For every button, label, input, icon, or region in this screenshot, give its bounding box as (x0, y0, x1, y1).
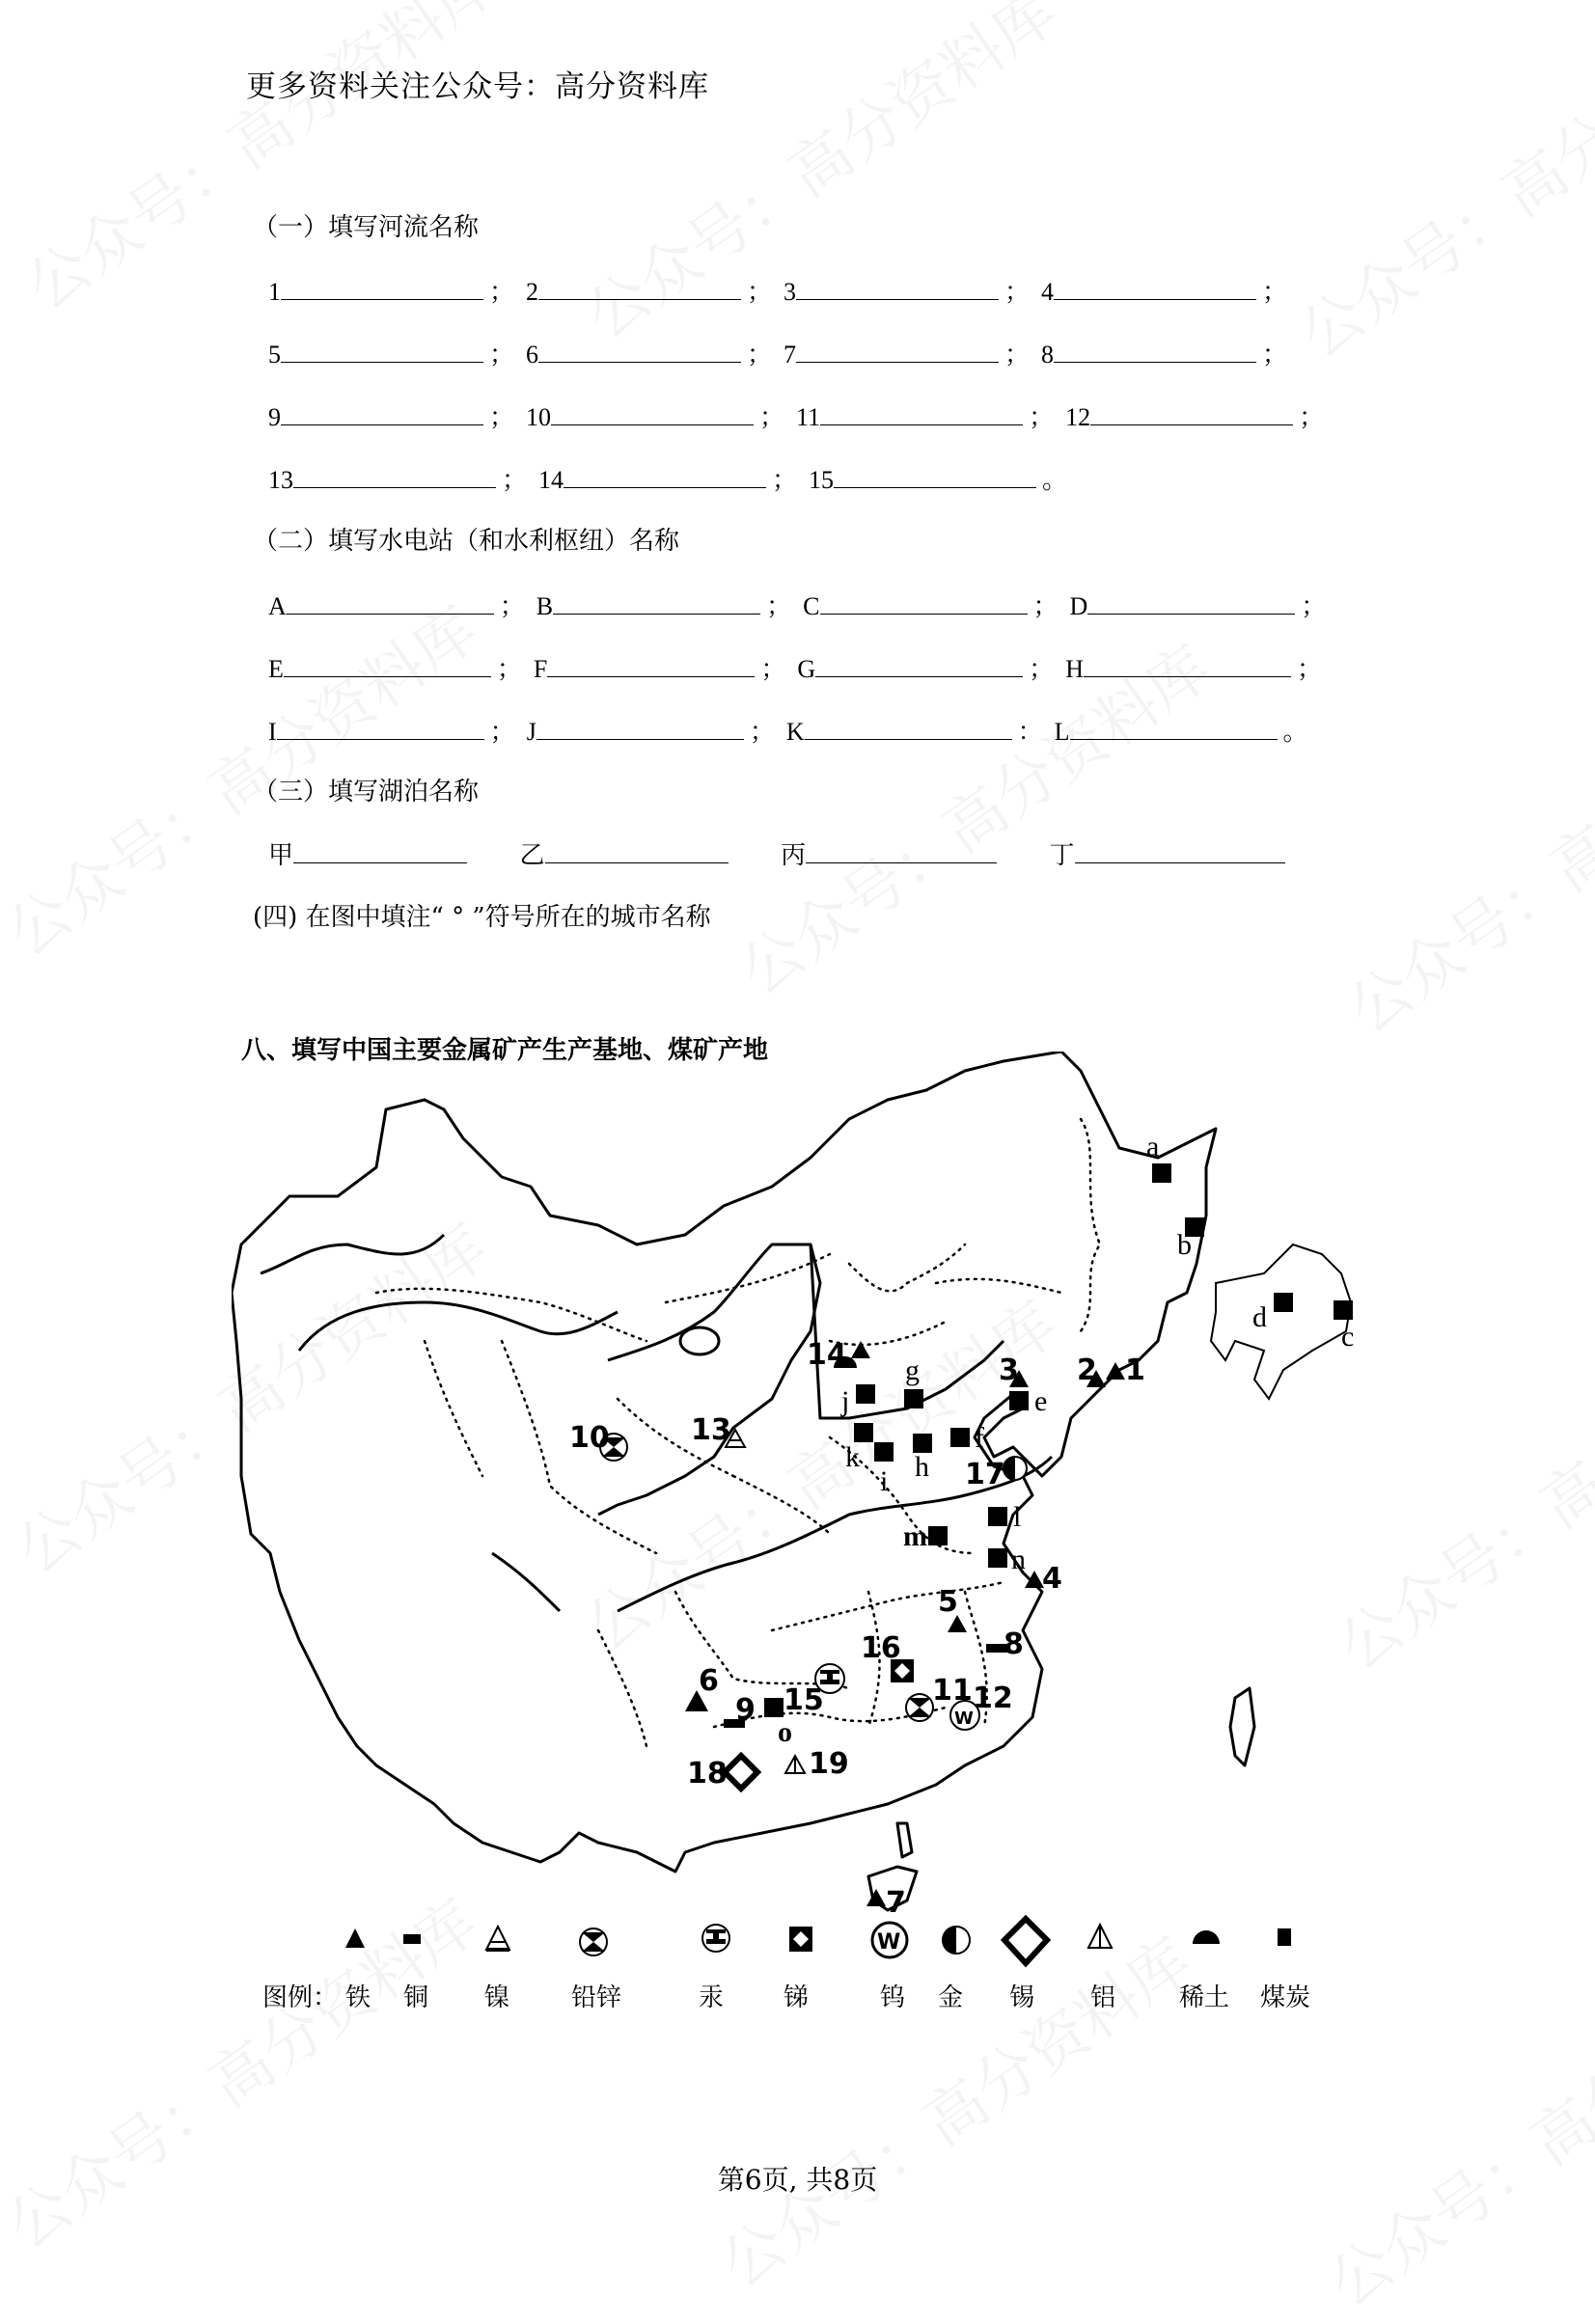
coal-marker-a (1152, 1163, 1171, 1183)
coal-marker-h (913, 1434, 932, 1453)
answer-field[interactable] (1070, 720, 1278, 740)
blank-item (1055, 712, 1320, 748)
page-header: 更多资料关注公众号：高分资料库 (246, 69, 709, 104)
separator: ； (489, 341, 515, 369)
separator: ； (1301, 592, 1327, 620)
map-letter-m: m (903, 1520, 927, 1552)
blank-label: 9 (268, 403, 281, 431)
blank-item (1065, 649, 1334, 685)
blank-item (526, 272, 784, 308)
lake-answer-field[interactable] (806, 843, 997, 863)
separator: ； (1299, 403, 1325, 431)
blank-label: 6 (526, 341, 539, 369)
separator: ； (1032, 592, 1059, 620)
answer-field[interactable] (796, 342, 999, 363)
coal-marker-c (1334, 1300, 1353, 1320)
blank-label: E (268, 655, 284, 683)
lake-item-ding (1050, 835, 1285, 871)
map-letter-b: b (1177, 1229, 1192, 1261)
lake-answer-field[interactable] (293, 843, 467, 863)
legend-prefix: 图例： (262, 1983, 339, 2012)
answer-field[interactable] (553, 594, 760, 615)
map-number-7: 7 (886, 1886, 906, 1920)
separator: ； (499, 592, 525, 620)
answer-field[interactable] (277, 720, 484, 740)
coal-marker-l (988, 1507, 1007, 1526)
separator: ； (759, 403, 785, 431)
lead-zinc-marker-11 (906, 1694, 933, 1721)
lake-label: 丁 (1049, 841, 1075, 869)
coal-marker-f (950, 1428, 970, 1447)
separator: ； (766, 592, 792, 620)
legend-label-tin: 锡 (1009, 1983, 1035, 2012)
answer-field[interactable] (551, 405, 754, 425)
map-number-11: 11 (932, 1674, 973, 1708)
answer-field[interactable] (547, 657, 755, 677)
legend-coal-icon (1278, 1928, 1291, 1946)
blank-label: C (803, 592, 820, 620)
blank-label: 1 (268, 278, 281, 306)
answer-field[interactable] (1054, 342, 1256, 363)
coal-marker-k (854, 1423, 873, 1442)
section1-title: （一）填写河流名称 (253, 213, 480, 242)
map-number-3: 3 (999, 1353, 1019, 1387)
legend-nickel-icon (486, 1927, 509, 1950)
separator: ； (1262, 341, 1288, 369)
map-letter-l: l (1013, 1501, 1022, 1533)
legend-symbols (328, 1915, 1341, 1982)
blank-item (1065, 397, 1335, 433)
legend-aluminum-icon (1088, 1925, 1112, 1948)
blank-label: 2 (526, 278, 539, 306)
blank-label: 15 (809, 466, 835, 494)
blank-item (786, 712, 1055, 748)
coal-marker-j (856, 1384, 875, 1404)
blank-label: F (533, 655, 548, 683)
blank-label: 3 (784, 278, 797, 306)
coal-marker-m (928, 1526, 948, 1545)
blank-item (268, 460, 538, 496)
map-number-12: 12 (973, 1681, 1013, 1715)
iron-marker-1 (1106, 1362, 1125, 1380)
map-letter-j: j (841, 1385, 850, 1417)
map-letter-h: h (915, 1451, 929, 1483)
legend-label-lead-zinc: 铅锌 (571, 1983, 622, 2012)
map-number-9: 9 (735, 1693, 756, 1727)
blank-item (1070, 587, 1338, 622)
coal-marker-g (904, 1389, 923, 1408)
map-number-4: 4 (1042, 1562, 1062, 1596)
section1-row (268, 335, 1299, 370)
lake-label: 甲 (268, 841, 294, 869)
map-letter-i: i (880, 1465, 889, 1497)
map-number-16: 16 (861, 1631, 901, 1665)
blank-item (784, 272, 1041, 308)
watermark (1308, 1932, 1595, 2324)
lake-item-jia (268, 835, 467, 871)
separator: ； (1004, 341, 1031, 369)
answer-field[interactable] (834, 468, 1036, 488)
legend-label-nickel: 镍 (484, 1983, 510, 2012)
blank-label: A (268, 592, 287, 620)
separator: ； (496, 655, 522, 683)
map-letter-e: e (1034, 1385, 1048, 1417)
blank-item (796, 397, 1065, 433)
separator: ； (489, 278, 515, 306)
answer-field[interactable] (1090, 405, 1293, 425)
province-inset (1211, 1244, 1351, 1399)
blank-item (268, 712, 527, 748)
legend-label-rare-earth: 稀土 (1179, 1983, 1230, 2012)
blank-item (784, 335, 1041, 370)
blank-item (268, 587, 536, 622)
map-letter-f: f (975, 1422, 984, 1454)
legend-label-copper: 铜 (403, 1983, 429, 2012)
map-letter-g: g (905, 1354, 920, 1386)
coal-marker-e (1009, 1391, 1029, 1410)
map-number-15: 15 (784, 1683, 824, 1717)
answer-field[interactable] (796, 280, 999, 300)
blank-label: 5 (268, 341, 281, 369)
section2-row (268, 712, 1320, 748)
blank-label: 10 (526, 403, 552, 431)
map-number-17: 17 (965, 1458, 1005, 1491)
legend-mercury-icon (702, 1925, 729, 1952)
blank-label: 13 (268, 466, 293, 494)
answer-field[interactable] (1087, 594, 1295, 615)
lake-label: 丙 (781, 841, 807, 869)
legend-label-mercury: 汞 (699, 1983, 725, 2012)
separator: ； (760, 655, 786, 683)
answer-field[interactable] (564, 468, 766, 488)
legend-label-aluminum: 铝 (1090, 1983, 1116, 2012)
legend-tin-icon (1004, 1919, 1047, 1963)
legend-gold-icon (943, 1927, 970, 1954)
legend-copper-icon (403, 1934, 421, 1944)
coal-marker-i (874, 1442, 894, 1462)
lake-item-yi (520, 835, 729, 871)
map-number-8: 8 (1004, 1627, 1024, 1661)
blank-item (268, 649, 534, 685)
blank-label: J (526, 718, 536, 746)
legend-label-coal: 煤炭 (1260, 1983, 1311, 2012)
blank-label: 11 (796, 403, 821, 431)
blank-item (538, 460, 809, 496)
watermark (1328, 659, 1595, 1051)
lake-answer-field[interactable] (1075, 843, 1285, 863)
blank-item (809, 460, 1079, 496)
blank-label: I (268, 718, 277, 746)
separator: ； (747, 341, 773, 369)
legend-label-gold: 金 (938, 1983, 964, 2012)
section2-title: （二）填写水电站（和水利枢纽）名称 (253, 527, 680, 556)
blank-item (797, 649, 1065, 685)
watermark (1279, 0, 1595, 375)
blank-item (526, 335, 784, 370)
answer-field[interactable] (1054, 280, 1256, 300)
map-number-18: 18 (687, 1757, 728, 1791)
section1-row (268, 272, 1299, 308)
map-number-10: 10 (569, 1421, 610, 1455)
map-letter-a: a (1146, 1131, 1160, 1162)
legend-iron-icon (345, 1928, 365, 1948)
map-number-5: 5 (938, 1585, 958, 1619)
blank-item (527, 712, 786, 748)
map-letter-o: o (778, 1716, 792, 1748)
separator: 。 (1282, 718, 1308, 746)
answer-field[interactable] (293, 468, 496, 488)
iron-marker-7 (866, 1889, 886, 1906)
answer-field[interactable] (287, 594, 494, 615)
china-border (232, 1052, 1216, 1872)
legend-label-antimony: 锑 (784, 1983, 810, 2012)
svg-text:W: W (877, 1930, 901, 1955)
coal-marker-d (1274, 1293, 1293, 1312)
blank-item (268, 272, 526, 308)
answer-field[interactable] (820, 594, 1028, 615)
answer-field[interactable] (815, 657, 1023, 677)
legend-lead-zinc-icon (580, 1928, 607, 1955)
separator: ； (1029, 403, 1055, 431)
china-mineral-map (232, 1052, 1418, 1920)
blank-label: 12 (1065, 403, 1091, 431)
map-number-13: 13 (691, 1413, 731, 1447)
blank-item (268, 335, 526, 370)
coal-marker-15 (764, 1698, 784, 1717)
blank-label: L (1054, 718, 1070, 746)
answer-field[interactable] (538, 342, 741, 363)
answer-field[interactable] (820, 405, 1023, 425)
separator: ； (489, 718, 515, 746)
section1-row (268, 397, 1335, 433)
section2-row (268, 587, 1337, 622)
blank-label: 7 (784, 341, 797, 369)
answer-field[interactable] (536, 720, 744, 740)
blank-item (526, 397, 796, 433)
section2-row (268, 649, 1334, 685)
blank-label: H (1065, 655, 1084, 683)
blank-item (803, 587, 1069, 622)
gold-marker-17 (1004, 1457, 1027, 1480)
separator: ； (749, 718, 775, 746)
separator: ； (1262, 278, 1288, 306)
lake-item-bing (781, 835, 997, 871)
map-number-2: 2 (1077, 1353, 1097, 1387)
legend-label-iron: 铁 (345, 1983, 371, 2012)
blank-label: K (785, 718, 805, 746)
blank-label: D (1069, 592, 1088, 620)
blank-label: G (797, 655, 816, 683)
lake-answer-field[interactable] (545, 843, 729, 863)
blank-label: 8 (1041, 341, 1055, 369)
blank-label: B (536, 592, 554, 620)
separator: 。 (1042, 466, 1068, 494)
legend-antimony-icon (789, 1927, 812, 1952)
coal-marker-n (988, 1548, 1007, 1568)
answer-field[interactable] (281, 405, 483, 425)
separator: ； (502, 466, 528, 494)
map-letter-c: c (1341, 1321, 1355, 1353)
section1-row (268, 460, 1079, 496)
answer-field[interactable] (284, 657, 491, 677)
blank-item (268, 397, 526, 433)
blank-item (1041, 272, 1299, 308)
map-number-19: 19 (809, 1747, 849, 1781)
svg-text:W: W (954, 1709, 974, 1729)
map-letter-k: k (845, 1441, 860, 1473)
legend-label-tungsten: 钨 (880, 1983, 906, 2012)
blank-item (534, 649, 797, 685)
lake-row (268, 835, 1285, 871)
separator: ； (747, 278, 773, 306)
tin-marker-18 (725, 1756, 757, 1789)
answer-field[interactable] (538, 280, 741, 300)
section3-title: （三）填写湖泊名称 (253, 778, 480, 807)
blank-label: 14 (538, 466, 564, 494)
map-letter-d: d (1252, 1301, 1267, 1333)
separator: ； (772, 466, 798, 494)
separator: ； (1296, 655, 1322, 683)
map-number-1: 1 (1125, 1353, 1145, 1387)
page-footer: 第6页, 共8页 (717, 2164, 878, 2196)
section4-title: (四) 在图中填注“ ° ”符号所在的城市名称 (253, 903, 711, 932)
separator: ； (1004, 278, 1031, 306)
answer-field[interactable] (1084, 657, 1291, 677)
separator: ； (1029, 655, 1055, 683)
legend-rare-earth-icon (1193, 1930, 1220, 1944)
section8-title: 八、填写中国主要金属矿产生产基地、煤矿产地 (241, 1036, 769, 1065)
blank-label: 4 (1041, 278, 1055, 306)
map-number-14: 14 (807, 1338, 847, 1372)
blank-item (536, 587, 803, 622)
map-letter-n: n (1011, 1544, 1026, 1575)
separator: ； (489, 403, 515, 431)
answer-field[interactable] (805, 720, 1012, 740)
lake-label: 乙 (519, 841, 545, 869)
separator: ： (1017, 718, 1043, 746)
aluminum-marker-19 (785, 1756, 805, 1773)
legend-tungsten-icon (872, 1923, 907, 1957)
answer-field[interactable] (281, 342, 483, 363)
map-number-6: 6 (699, 1664, 719, 1698)
blank-item (1041, 335, 1299, 370)
answer-field[interactable] (281, 280, 483, 300)
